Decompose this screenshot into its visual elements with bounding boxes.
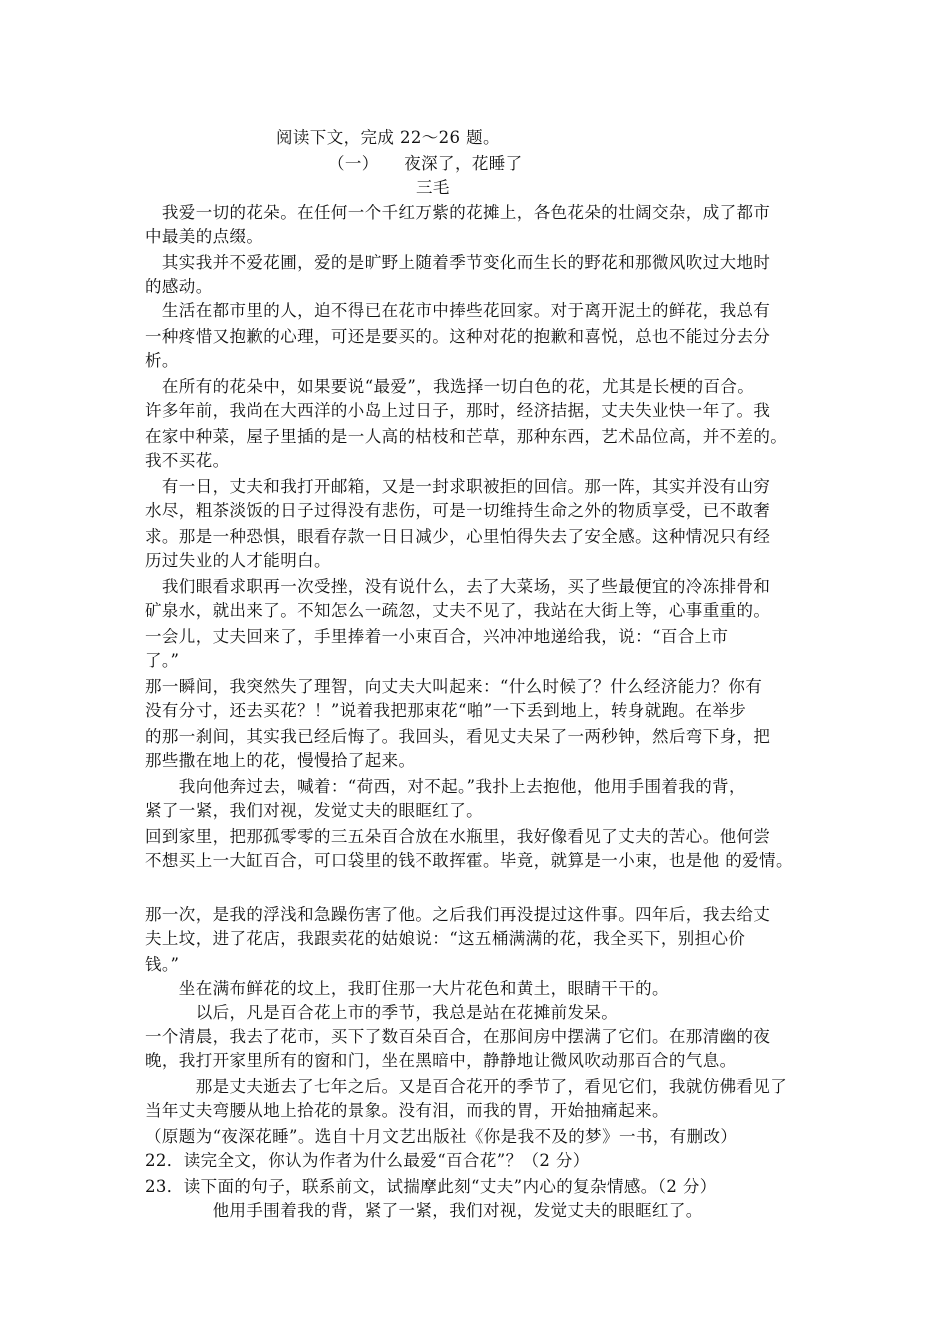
question-23-quote: 他用手围着我的背，紧了一紧，我们对视，发觉丈夫的眼眶红了。 <box>145 1201 703 1220</box>
body-line: 那是丈夫逝去了七年之后。又是百合花开的季节了，看见它们，我就仿佛看见了 <box>145 1077 788 1096</box>
body-line: 不想买上一大缸百合，可口袋里的钱不敢挥霍。毕竟，就算是一小束，也是他 的爱情。 <box>145 851 793 870</box>
body-line: 我们眼看求职再一次受挫，没有说什么，去了大菜场，买了些最便宜的冷冻排骨和 <box>145 577 771 596</box>
body-line: 其实我并不爱花圃，爱的是旷野上随着季节变化而生长的野花和那微风吹过大地时 <box>145 253 771 272</box>
body-line: 一种疼惜又抱歉的心理，可还是要买的。这种对花的抱歉和喜悦，总也不能过分去分 <box>145 327 771 346</box>
body-line: 的那一刹间，其实我已经后悔了。我回头，看见丈夫呆了一两秒钟，然后弯下身，把 <box>145 727 771 746</box>
body-line: 那一瞬间，我突然失了理智，向丈夫大叫起来：“什么时候了？什么经济能力？你有 <box>145 677 763 696</box>
body-line: 析。 <box>145 351 179 370</box>
author-name: 三毛 <box>416 178 450 197</box>
body-line: 我向他奔过去，喊着：“荷西，对不起。”我扑上去抱他，他用手围着我的背， <box>145 777 746 796</box>
body-line: 在所有的花朵中，如果要说“最爱”，我选择一切白色的花，尤其是长梗的百合。 <box>145 377 755 396</box>
question-23: 23．读下面的句子，联系前文，试揣摩此刻“丈夫”内心的复杂情感。（2 分） <box>145 1177 717 1196</box>
source-note: （原题为“夜深花睡”。选自十月文艺出版社《你是我不及的梦》一书，有删改） <box>145 1127 738 1146</box>
body-line: 许多年前，我尚在大西洋的小岛上过日子，那时，经济拮据，丈夫失业快一年了。我 <box>145 401 771 420</box>
body-line: 中最美的点缀。 <box>145 227 264 246</box>
body-line: 了。” <box>145 651 180 670</box>
body-line: 紧了一紧，我们对视，发觉丈夫的眼眶红了。 <box>145 801 483 820</box>
body-line: 晚，我打开家里所有的窗和门，坐在黑暗中，静静地让微风吹动那百合的气息。 <box>145 1051 737 1070</box>
body-line: 生活在都市里的人，迫不得已在花市中捧些花回家。对于离开泥土的鲜花，我总有 <box>145 301 771 320</box>
body-line: 矿泉水，就出来了。不知怎么一疏忽，丈夫不见了，我站在大街上等，心事重重的。 <box>145 601 771 620</box>
body-line: 求。那是一种恐惧，眼看存款一日日减少，心里怕得失去了安全感。这种情况只有经 <box>145 527 771 546</box>
body-line: 水尽，粗茶淡饭的日子过得没有悲伤，可是一切维持生命之外的物质享受，已不敢奢 <box>145 501 771 520</box>
body-line: 夫上坟，进了花店，我跟卖花的姑娘说：“这五桶满满的花，我全买下，别担心价 <box>145 929 746 948</box>
body-line: 那些撒在地上的花，慢慢拾了起来。 <box>145 751 416 770</box>
body-line: 我不买花。 <box>145 451 230 470</box>
question-22: 22．读完全文，你认为作者为什么最爱“百合花”？（2 分） <box>145 1151 590 1170</box>
body-line: 的感动。 <box>145 277 213 296</box>
body-line: 当年丈夫弯腰从地上拾花的景象。没有泪，而我的胃，开始抽痛起来。 <box>145 1101 669 1120</box>
body-line: 钱。” <box>145 955 180 974</box>
body-line: 在家中种菜，屋子里插的是一人高的枯枝和芒草，那种东西，艺术品位高，并不差的。 <box>145 427 788 446</box>
body-line: 有一日，丈夫和我打开邮箱，又是一封求职被拒的回信。那一阵，其实并没有山穷 <box>145 477 771 496</box>
body-line: 一会儿，丈夫回来了，手里捧着一小束百合，兴冲冲地递给我，说：“百合上市 <box>145 627 729 646</box>
body-line: 坐在满布鲜花的坟上，我盯住那一大片花色和黄土，眼睛干干的。 <box>145 979 669 998</box>
body-line: 历过失业的人才能明白。 <box>145 551 331 570</box>
body-line: 回到家里，把那孤零零的三五朵百合放在水瓶里，我好像看见了丈夫的苦心。他何尝 <box>145 827 771 846</box>
reading-instruction: 阅读下文，完成 22～26 题。 <box>276 128 500 147</box>
body-line: 我爱一切的花朵。在任何一个千红万紫的花摊上，各色花朵的壮阔交杂，成了都市 <box>145 203 771 222</box>
body-line: 那一次，是我的浮浅和急躁伤害了他。之后我们再没提过这件事。四年后，我去给丈 <box>145 905 771 924</box>
section-title: （一） 夜深了，花睡了 <box>328 154 523 173</box>
body-line: 以后，凡是百合花上市的季节，我总是站在花摊前发呆。 <box>145 1003 619 1022</box>
body-line: 没有分寸，还去买花？！”说着我把那束花“啪”一下丢到地上，转身就跑。在举步 <box>145 701 747 720</box>
body-line: 一个清晨，我去了花市，买下了数百朵百合，在那间房中摆满了它们。在那清幽的夜 <box>145 1027 771 1046</box>
